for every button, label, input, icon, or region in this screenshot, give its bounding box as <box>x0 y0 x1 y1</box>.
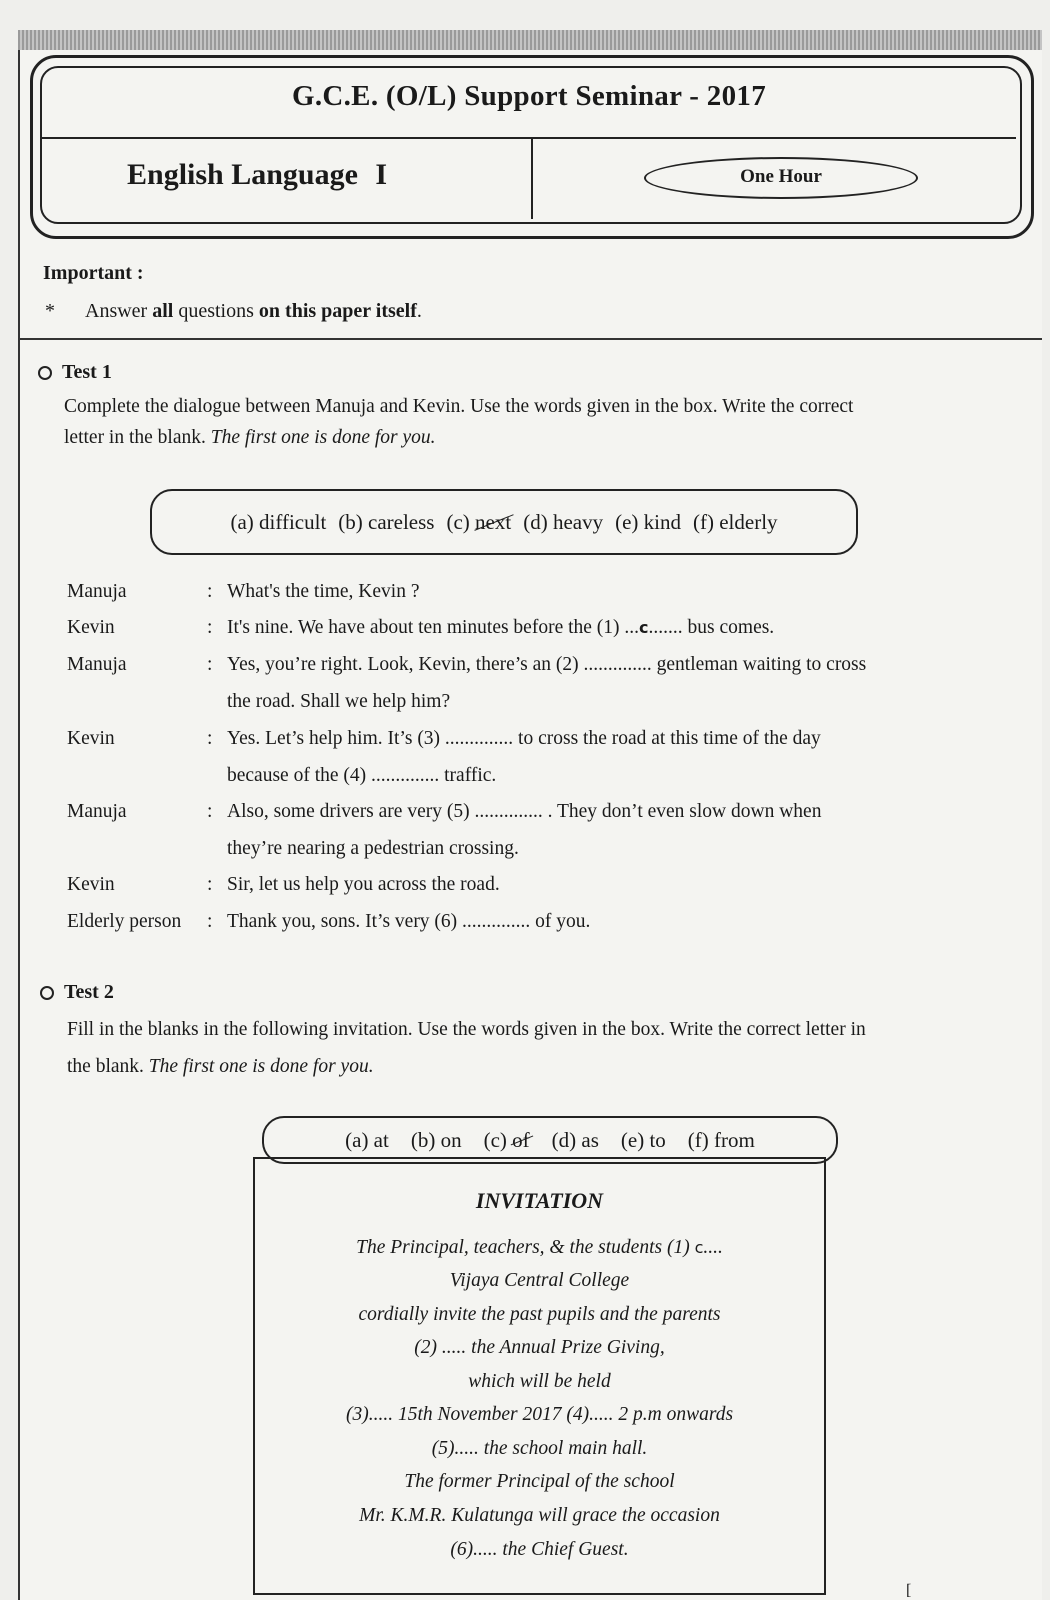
invitation-line: Vijaya Central College <box>449 1270 630 1291</box>
invitation-line: The former Principal of the school <box>404 1471 675 1492</box>
word-option: (e) to <box>620 1127 666 1152</box>
invitation-line <box>253 1237 826 1259</box>
dialogue-line: Thank you, sons. It’s very (6) .............. of you. <box>227 911 591 932</box>
header-vertical-divider <box>531 137 533 219</box>
invitation-line: (2) ..... the Annual Prize Giving, <box>414 1337 665 1358</box>
circle-bullet-icon <box>40 986 54 1000</box>
word-option-struck: next <box>475 509 512 534</box>
dialogue-row: Manuja : What's the time, Kevin ? <box>67 581 420 602</box>
handwritten-answer: c <box>639 618 649 637</box>
dialogue-row: Kevin : It's nine. We have about ten minutes before the (1) ...c....... bus comes. <box>67 617 775 638</box>
test1-instr-plain: letter in the blank. <box>64 427 211 448</box>
invitation-line: Mr. K.M.R. Kulatunga will grace the occasion <box>359 1505 720 1526</box>
speaker-name: Elderly person <box>67 911 182 932</box>
handwritten-answer: c <box>694 1238 704 1257</box>
test2-instr-italic: The first one is done for you. <box>148 1056 374 1077</box>
test2-instr-plain: the blank. <box>67 1056 149 1077</box>
word-option: (f) from <box>687 1127 755 1152</box>
test1-instr-line1: Complete the dialogue between Manuja and Kevin. Use the words given in the box. Write the correct <box>64 396 854 417</box>
dialogue-row: Elderly person : Thank you, sons. It’s very (6) .............. of you. <box>67 911 591 932</box>
important-instruction <box>45 300 422 323</box>
circle-bullet-icon <box>38 366 52 380</box>
header-divider <box>42 137 1016 139</box>
page-continue-mark: [ <box>906 1582 912 1599</box>
test1-instr-italic: The first one is done for you. <box>210 427 436 448</box>
invitation-line: (3)..... 15th November 2017 (4)..... 2 p.m onwards <box>345 1404 734 1425</box>
exam-title: G.C.E. (O/L) Support Seminar - 2017 <box>291 80 766 112</box>
invitation-line1-post: .... <box>703 1237 723 1258</box>
test1-heading <box>38 361 112 384</box>
test1-instructions <box>64 391 853 453</box>
dialogue-line <box>227 617 774 639</box>
speaker-name: Manuja <box>67 801 127 822</box>
test2-instructions <box>67 1011 866 1085</box>
dialogue-line: What's the time, Kevin ? <box>227 581 420 602</box>
word-option: (b) careless <box>338 509 435 534</box>
invitation-line: (6)..... the Chief Guest. <box>450 1539 629 1560</box>
test2-instr-line1: Fill in the blanks in the following invitation. Use the words given in the box. Write the correct letter in <box>67 1019 866 1040</box>
speaker-name: Manuja <box>67 581 127 602</box>
word-option: (a) difficult <box>230 509 327 534</box>
dialogue-line: Yes. Let’s help him. It’s (3) .............. to cross the road at this time of the day <box>227 728 821 749</box>
invitation-line1-pre: The Principal, teachers, & the students (1) <box>356 1237 695 1258</box>
subject-title <box>127 158 387 192</box>
word-option-letter: (c) <box>483 1127 507 1152</box>
test1-instr-line2 <box>64 422 853 453</box>
word-option: (a) at <box>345 1127 389 1152</box>
duration-badge: One Hour <box>644 157 918 199</box>
invitation-title: INVITATION <box>475 1188 604 1213</box>
dialogue-row: Kevin : Sir, let us help you across the road. <box>67 874 500 895</box>
dialogue-line-cont: they’re nearing a pedestrian crossing. <box>227 838 519 859</box>
test2-heading-text: Test 2 <box>64 981 114 1003</box>
speaker-name: Kevin <box>67 728 115 749</box>
word-option-letter: (c) <box>446 509 470 534</box>
important-label: Important : <box>43 262 144 284</box>
blank-dots: ....... <box>648 617 683 638</box>
test1-heading-text: Test 1 <box>62 361 112 383</box>
speaker-name: Kevin <box>67 874 115 895</box>
scan-top-band <box>18 30 1042 50</box>
instruction-end: . <box>416 300 422 322</box>
bullet-star: * <box>45 300 55 322</box>
word-option-struck: of <box>512 1127 530 1152</box>
dialogue-line: Yes, you’re right. Look, Kevin, there’s an (2) .............. gentleman waiting to cross <box>227 654 867 675</box>
instruction-all: all <box>152 300 174 322</box>
dialogue-line-cont: the road. Shall we help him? <box>227 691 451 712</box>
speaker-name: Manuja <box>67 654 127 675</box>
word-option: (d) heavy <box>523 509 604 534</box>
word-option: (e) kind <box>615 509 681 534</box>
invitation-line: which will be held <box>468 1371 611 1392</box>
instruction-bold: on this paper itself <box>258 300 417 322</box>
section-divider <box>18 338 1042 340</box>
dialogue-line: Also, some drivers are very (5) .............. . They don’t even slow down when <box>227 801 822 822</box>
invitation-line: (5)..... the school main hall. <box>431 1438 648 1459</box>
test2-heading <box>40 981 114 1004</box>
dialogue-row: Manuja : Yes, you’re right. Look, Kevin, there’s an (2) .............. gentleman waiting to cross <box>67 654 867 675</box>
instruction-text-mid: questions <box>173 300 259 322</box>
test2-instr-line2 <box>67 1048 866 1085</box>
invitation-line: cordially invite the past pupils and the parents <box>358 1304 721 1325</box>
dialogue-line: Sir, let us help you across the road. <box>227 874 500 895</box>
dialogue-line-cont: because of the (4) .............. traffic. <box>227 765 497 786</box>
dialogue-row: Kevin : Yes. Let’s help him. It’s (3) .............. to cross the road at this time of the day <box>67 728 821 749</box>
instruction-text: Answer <box>85 300 153 322</box>
blank-dots: ... <box>624 617 640 638</box>
dialogue-line-post: bus comes. <box>682 617 775 638</box>
dialogue-line-pre: It's nine. We have about ten minutes before the (1) <box>227 617 625 638</box>
subject-name: English Language <box>127 158 358 191</box>
paper-number: I <box>375 158 388 191</box>
word-option: (f) elderly <box>693 509 778 534</box>
word-option: (b) on <box>410 1127 462 1152</box>
speaker-name: Kevin <box>67 617 115 638</box>
word-option <box>446 510 511 535</box>
word-option <box>484 1128 530 1153</box>
dialogue-row: Manuja : Also, some drivers are very (5) .............. . They don’t even slow down when <box>67 801 822 822</box>
word-option: (d) as <box>551 1127 599 1152</box>
test1-word-box <box>150 489 858 555</box>
